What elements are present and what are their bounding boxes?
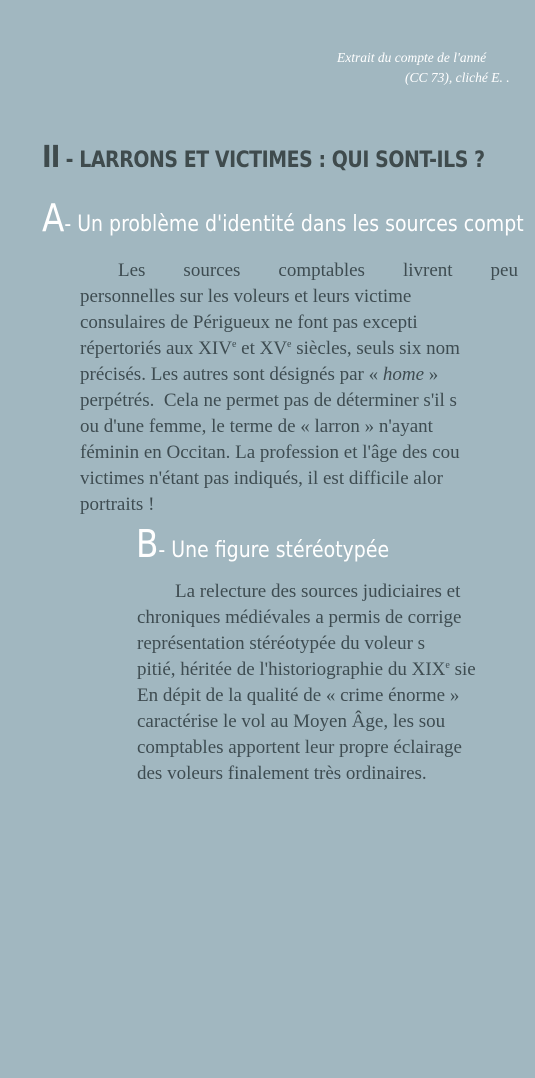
subsection-b-title: - Une figure stéréotypée [158,538,390,563]
subsection-b-heading [136,522,389,566]
paragraph-b-line-8: des voleurs finalement très ordinaires. [137,763,427,784]
section-title-text: - LARRONS ET VICTIMES : QUI SONT-ILS ? [59,148,485,173]
paragraph-b-line-6: caractérise le vol au Moyen Âge, les sou [137,711,446,732]
paragraph-b-line-2: chroniques médiévales a permis de corrige [137,607,462,628]
section-heading [42,140,485,175]
paragraph-a-line-6: perpétrés. Cela ne permet pas de déterminer s'il s [80,390,457,411]
paragraph-a-line-9: victimes n'étant pas indiqués, il est difficile alor [80,468,443,489]
paragraph-b-line-3: représentation stéréotypée du voleur s [137,633,426,654]
paragraph-b-line-1: La relecture des sources judiciaires et [175,581,461,602]
caption-line-2: (CC 73), cliché E. . [405,70,510,85]
paragraph-a-line-1: Les sources comptables livrent peu [118,260,518,281]
paragraph-a [80,258,535,518]
paragraph-a-line-8: féminin en Occitan. La profession et l'âge des cou [80,442,460,463]
subsection-a-title: - Un problème d'identité dans les sources compt [64,212,524,237]
subsection-a-heading [42,196,524,240]
paragraph-a-line-4: répertoriés aux XIVe et XVe siècles, seuls six nom [80,338,460,359]
paragraph-a-line-5: précisés. Les autres sont désignés par « home » [80,364,439,385]
subsection-a-letter: A [42,196,65,240]
paragraph-a-line-2: personnelles sur les voleurs et leurs victime [80,286,412,307]
paragraph-a-line-7: ou d'une femme, le terme de « larron » n'ayant [80,416,433,437]
subsection-b-letter: B [136,522,159,566]
paragraph-b-line-5: En dépit de la qualité de « crime énorme » [137,685,460,706]
paragraph-a-line-10: portraits ! [80,494,155,515]
section-number: II [42,140,60,175]
paragraph-b-line-4: pitié, héritée de l'historiographie du XIXe sie [137,659,476,680]
paragraph-a-line-3: consulaires de Périgueux ne font pas excepti [80,312,418,333]
paragraph-b [137,579,535,787]
paragraph-b-line-7: comptables apportent leur propre éclairage [137,737,462,758]
caption-line-1: Extrait du compte de l'anné [337,50,487,65]
